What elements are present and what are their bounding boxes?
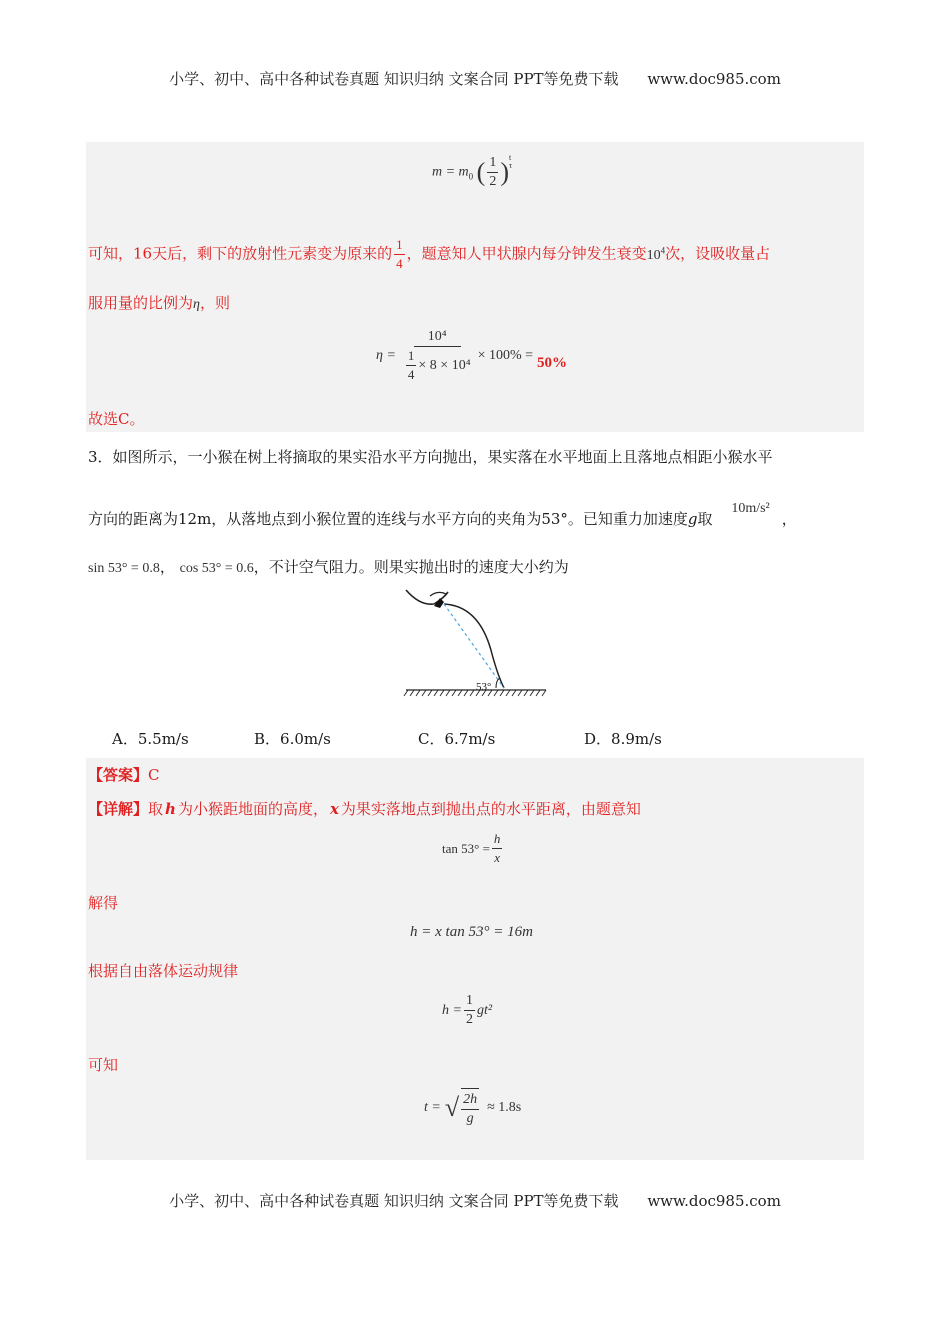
footer-text: 小学、初中、高中各种试卷真题 知识归纳 文案合同 PPT等免费下载 [169,1192,619,1210]
angle-arc [496,678,500,688]
equation-height: h = x tan 53° = 16m [410,924,533,940]
previous-solution-panel [86,142,864,432]
monkey-figure [400,584,550,704]
know-label: 可知 [88,1056,119,1074]
angle-label: 53° [476,681,492,693]
question-line-1: 3．如图所示，一小猴在树上将摘取的果实沿水平方向抛出，果实落在水平地面上且落地点相距小猴水平 [88,448,773,466]
question-line-2: 方向的距离为12m，从落地点到小猴位置的连线与水平方向的夹角为53°。已知重力加速度g取 10m/s²， [88,501,797,528]
answer-line: 【答案】C [88,766,160,784]
eta-formula: η = 10⁴ $\frac{1}{4}$ × 8 × 10⁴ × 100% = 50% [376,329,568,382]
question-line-3: sin 53° = 0.8， cos 53° = 0.6，不计空气阻力。则果实抛出时的速度大小约为 [88,558,569,576]
option-d[interactable]: D．8.9m/s [584,730,662,748]
header-site-link[interactable]: www.doc985.com [647,70,781,88]
option-c[interactable]: C．6.7m/s [418,730,496,748]
equation-time: t = √ $\frac{2h}{g}$ ≈ 1.8s [424,1088,521,1128]
detail-line: 【详解】取 h 为小猴距地面的高度， x 为果实落地点到抛出点的水平距离，由题意知 [88,800,641,818]
ground-line [404,690,546,696]
prev-line-1: 可知，16天后，剩下的放射性元素变为原来的 $\frac{1}{4}$ ，题意知人甲状腺内每分钟发生衰变$10^4$次，设吸收量占 [88,237,771,271]
equation-free-fall: h = $\frac{1}{2}$ gt² [442,993,493,1027]
footer-site-link[interactable]: www.doc985.com [647,1192,781,1210]
option-b[interactable]: B．6.0m/s [254,730,331,748]
decay-formula: $m = m_0$ ( $\frac{1}{2}$ ) $^{t \tau}$ [432,153,513,189]
solve-label: 解得 [88,894,119,912]
page-header [0,68,950,89]
header-text: 小学、初中、高中各种试卷真题 知识归纳 文案合同 PPT等免费下载 [169,70,619,88]
trajectory-curve [444,604,504,688]
option-a[interactable]: A．5.5m/s [112,730,189,748]
page-footer [0,1190,950,1211]
answer-panel [86,758,864,1160]
law-label: 根据自由落体运动规律 [88,962,239,980]
prev-conclusion: 故选C。 [88,410,145,428]
prev-line-2: 服用量的比例为η，则 [88,294,230,312]
equation-tan: tan 53° = $\frac{h}{x}$ [442,831,501,865]
